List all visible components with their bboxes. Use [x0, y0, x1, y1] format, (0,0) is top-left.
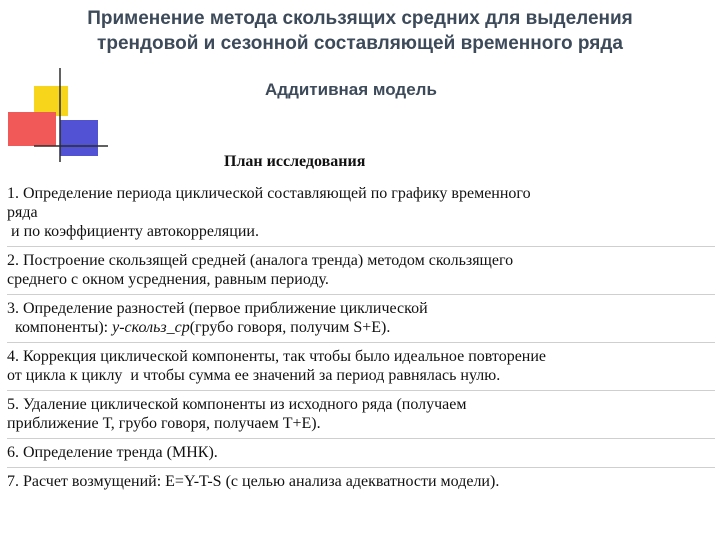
plan-item-2	[7, 247, 715, 295]
item-line: 4. Коррекция циклической компоненты, так чтобы было идеальное повторение	[7, 348, 547, 365]
plan-item-6	[7, 439, 715, 468]
formula-text: у-скольз_ср	[112, 319, 190, 336]
item-line: 1. Определение периода циклической составляющей по графику временного	[7, 185, 531, 202]
item-line: 5. Удаление циклической компоненты из исходного ряда (получаем	[7, 396, 467, 413]
item-line: 7. Расчет возмущений: E=Y-T-S (с целью анализа адекватности модели).	[7, 473, 500, 490]
item-line: ряда	[7, 204, 38, 221]
plan-item-3	[7, 295, 715, 343]
decorative-squares	[0, 0, 110, 170]
title-line-2: трендовой и сезонной составляющей временного ряда	[97, 33, 623, 54]
title-line-1: Применение метода скользящих средних для выделения	[87, 8, 633, 29]
item-line: 3. Определение разностей (первое приближение циклической	[7, 300, 428, 317]
plan-heading: План исследования	[224, 153, 366, 170]
model-subtitle: Аддитивная модель	[265, 80, 437, 99]
plan-item-4	[7, 343, 715, 391]
item-line: приближение Т, грубо говоря, получаем Т+Е).	[7, 415, 321, 432]
blue-fade	[60, 120, 98, 156]
item-text: (грубо говоря, получим S+E).	[189, 319, 391, 336]
item-line: 2. Построение скользящей средней (аналога тренда) методом скользящего	[7, 252, 514, 269]
item-line: 6. Определение тренда (МНК).	[7, 444, 218, 461]
plan-list	[7, 180, 715, 496]
yellow-square	[34, 86, 68, 116]
item-text: компоненты):	[7, 319, 113, 336]
item-line: среднего с окном усреднения, равным периоду.	[7, 271, 329, 288]
plan-item-1	[7, 180, 715, 247]
item-line: и по коэффициенту автокорреляции.	[7, 223, 259, 240]
red-fade	[8, 112, 56, 146]
item-line: от цикла к циклу и чтобы сумма ее значений за период равнялась нулю.	[7, 367, 501, 384]
plan-item-5	[7, 391, 715, 439]
plan-item-7	[7, 468, 715, 496]
item-line	[7, 318, 715, 337]
